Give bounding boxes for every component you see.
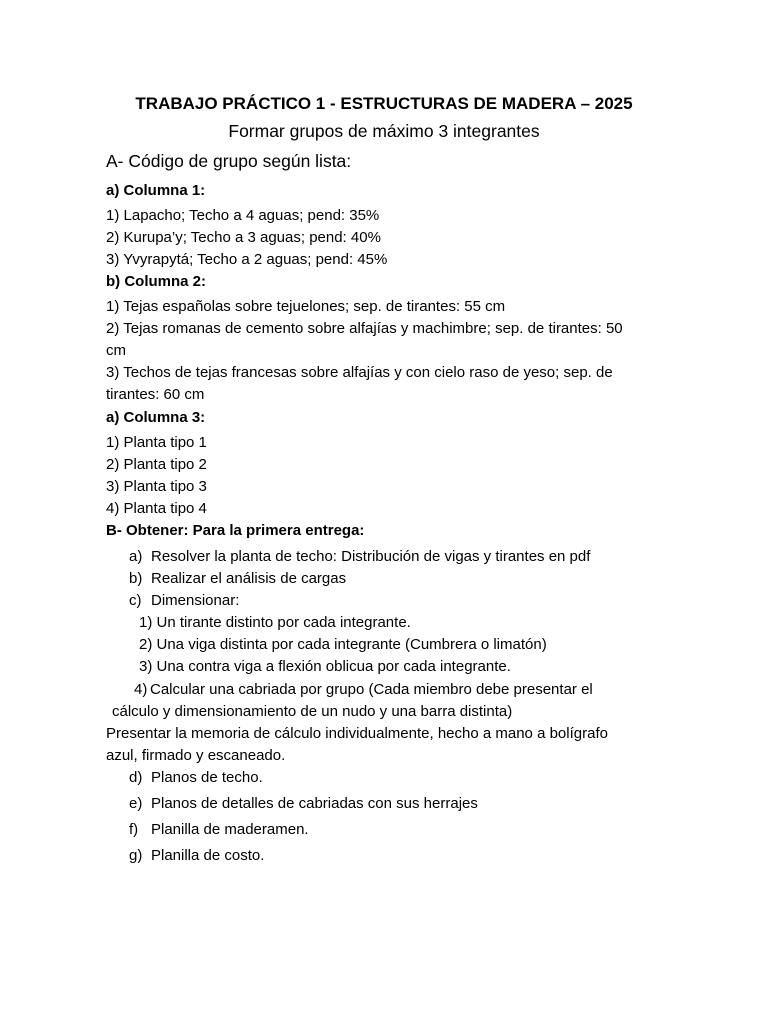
document-title: TRABAJO PRÁCTICO 1 - ESTRUCTURAS DE MADERA – 2025 bbox=[135, 94, 633, 113]
list-item-c bbox=[129, 591, 239, 611]
sub-item: 3) Una contra viga a flexión oblicua por cada integrante. bbox=[139, 658, 511, 675]
columna3-item: 1) Planta tipo 1 bbox=[106, 434, 207, 451]
columna1-item: 1) Lapacho; Techo a 4 aguas; pend: 35% bbox=[106, 207, 380, 224]
list-marker: e) bbox=[129, 795, 143, 812]
list-marker: a) bbox=[129, 548, 143, 565]
list-item-d bbox=[129, 768, 263, 788]
section-b-heading: B- Obtener: Para la primera entrega: bbox=[106, 522, 365, 539]
list-marker: f) bbox=[129, 821, 139, 838]
sub-item-4-continuation: cálculo y dimensionamiento de un nudo y una barra distinta) bbox=[112, 703, 513, 720]
memoria-text: azul, firmado y escaneado. bbox=[106, 747, 286, 764]
list-marker: c) bbox=[129, 592, 142, 609]
list-item-g bbox=[129, 846, 264, 866]
columna1-heading: a) Columna 1: bbox=[106, 182, 206, 199]
sub-item: 2) Una viga distinta por cada integrante (Cumbrera o limatón) bbox=[139, 636, 547, 653]
columna2-item-continuation: cm bbox=[106, 342, 126, 359]
columna2-heading: b) Columna 2: bbox=[106, 273, 206, 290]
columna1-item: 3) Yvyrapytá; Techo a 2 aguas; pend: 45% bbox=[106, 251, 388, 268]
list-item-text: Planos de detalles de cabriadas con sus herrajes bbox=[151, 795, 478, 812]
sub-item-text: Calcular una cabriada por grupo (Cada miembro debe presentar el bbox=[150, 681, 593, 698]
list-item-a bbox=[129, 547, 590, 567]
list-item-text: Resolver la planta de techo: Distribución de vigas y tirantes en pdf bbox=[151, 548, 591, 565]
list-item-text: Realizar el análisis de cargas bbox=[151, 570, 347, 587]
columna2-item-continuation: tirantes: 60 cm bbox=[106, 386, 205, 403]
sub-item: 1) Un tirante distinto por cada integrante. bbox=[139, 614, 411, 631]
section-a-heading: A- Código de grupo según lista: bbox=[106, 151, 352, 171]
list-item-e bbox=[129, 794, 478, 814]
columna3-heading: a) Columna 3: bbox=[106, 409, 206, 426]
list-item-text: Planos de techo. bbox=[151, 769, 263, 786]
list-item-text: Planilla de costo. bbox=[151, 847, 265, 864]
columna2-item: 1) Tejas españolas sobre tejuelones; sep. de tirantes: 55 cm bbox=[106, 298, 506, 315]
list-marker: b) bbox=[129, 570, 143, 587]
list-marker: d) bbox=[129, 769, 143, 786]
list-marker: g) bbox=[129, 847, 143, 864]
document-subtitle: Formar grupos de máximo 3 integrantes bbox=[228, 121, 540, 141]
memoria-text: Presentar la memoria de cálculo individualmente, hecho a mano a bolígrafo bbox=[106, 725, 608, 742]
columna3-item: 2) Planta tipo 2 bbox=[106, 456, 207, 473]
sub-item-4 bbox=[134, 680, 593, 700]
columna2-item: 2) Tejas romanas de cemento sobre alfajías y machimbre; sep. de tirantes: 50 bbox=[106, 320, 623, 337]
list-marker: 4) bbox=[134, 681, 148, 698]
list-item-text: Dimensionar: bbox=[151, 592, 240, 609]
columna2-item: 3) Techos de tejas francesas sobre alfajías y con cielo raso de yeso; sep. de bbox=[106, 364, 613, 381]
list-item-text: Planilla de maderamen. bbox=[151, 821, 309, 838]
list-item-b bbox=[129, 569, 346, 589]
columna3-item: 3) Planta tipo 3 bbox=[106, 478, 207, 495]
columna1-item: 2) Kurupa’y; Techo a 3 aguas; pend: 40% bbox=[106, 229, 381, 246]
list-item-f bbox=[129, 820, 309, 840]
columna3-item: 4) Planta tipo 4 bbox=[106, 500, 207, 517]
